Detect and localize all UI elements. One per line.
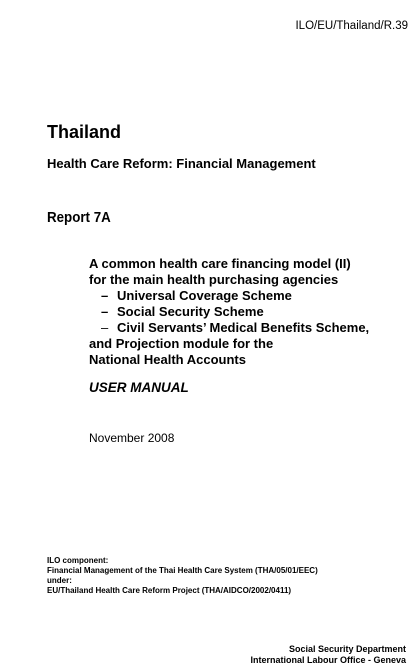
ilo-parent-project: EU/Thailand Health Care Reform Project (THA/AIDCO/2002/0411) bbox=[47, 586, 292, 595]
list-dash: – bbox=[101, 320, 109, 335]
summary-item-label: Social Security Scheme bbox=[117, 304, 264, 319]
document-reference: ILO/EU/Thailand/R.39 bbox=[295, 20, 408, 32]
page-subtitle: Health Care Reform: Financial Management bbox=[47, 156, 316, 171]
report-number: Report 7A bbox=[47, 210, 111, 226]
summary-list-item bbox=[89, 304, 369, 320]
report-summary bbox=[89, 256, 369, 368]
summary-item-label: Civil Servants’ Medical Benefits Scheme, bbox=[117, 320, 370, 335]
ilo-label: ILO component: bbox=[47, 556, 109, 565]
summary-list-item bbox=[89, 320, 369, 336]
manual-title: USER MANUAL bbox=[89, 380, 189, 395]
ilo-under-label: under: bbox=[47, 576, 72, 585]
summary-line: National Health Accounts bbox=[89, 352, 246, 367]
summary-line: and Projection module for the bbox=[89, 336, 274, 351]
ilo-component-block bbox=[47, 556, 318, 596]
list-dash: – bbox=[101, 288, 109, 303]
summary-line: A common health care financing model (II) bbox=[89, 256, 351, 271]
footer-office: International Labour Office - Geneva bbox=[250, 655, 406, 665]
publisher-footer bbox=[250, 644, 406, 666]
summary-item-label: Universal Coverage Scheme bbox=[117, 288, 292, 303]
publication-date: November 2008 bbox=[89, 431, 175, 445]
list-dash: – bbox=[101, 304, 109, 319]
summary-line: for the main health purchasing agencies bbox=[89, 272, 339, 287]
page-title: Thailand bbox=[47, 122, 122, 142]
ilo-project: Financial Management of the Thai Health Care System (THA/05/01/EEC) bbox=[47, 566, 318, 575]
summary-list-item bbox=[89, 288, 369, 304]
footer-department: Social Security Department bbox=[288, 644, 406, 654]
